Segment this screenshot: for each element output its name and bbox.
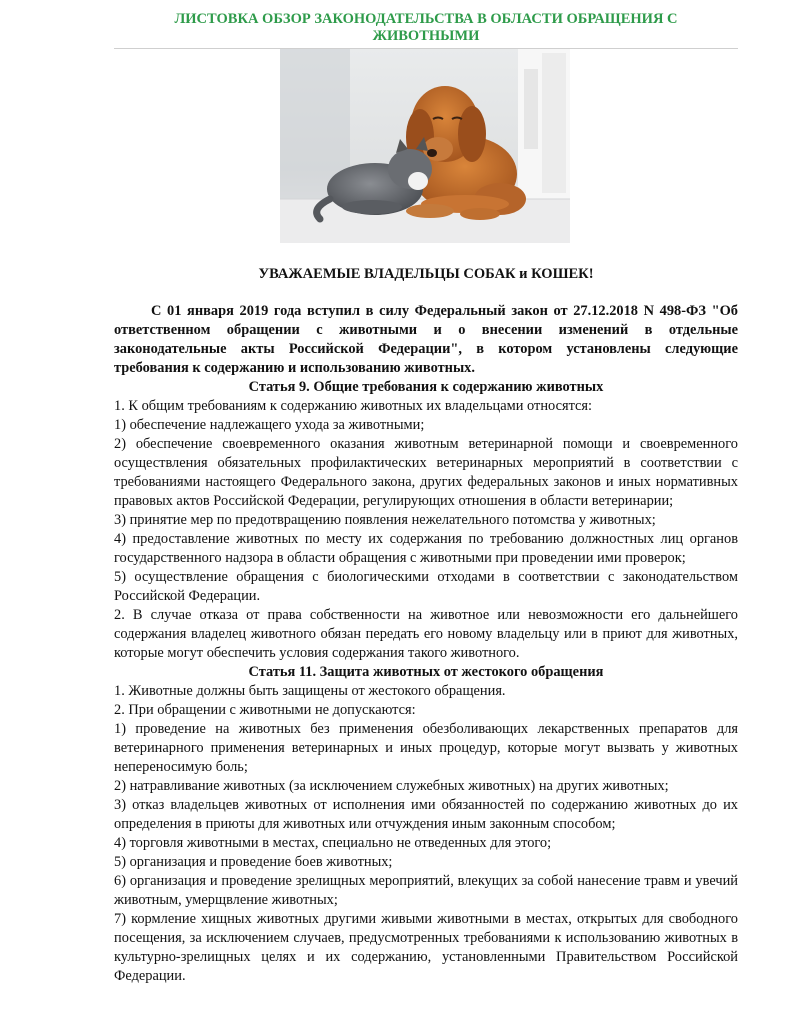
list-item: 1. К общим требованиям к содержанию животных их владельцами относятся: — [114, 398, 593, 414]
article-9-heading: Статья 9. Общие требования к содержанию животных — [248, 379, 604, 395]
list-item: 2) обеспечение своевременного оказания животным ветеринарной помощи и своевременного осуществления обязательных профилактических ветеринарных мероприятий в соответствии с требованиями настоящего Федерального закона, других федеральных законов и иных нормативных правовых актов Российской Федерации, регулирующих отношения в области ветеринарии; — [114, 436, 738, 509]
document-header — [114, 0, 738, 49]
article-11-heading: Статья 11. Защита животных от жестокого обращения — [248, 664, 604, 680]
document-title — [114, 0, 738, 47]
list-item: 3) принятие мер по предотвращению появления нежелательного потомства у животных; — [114, 512, 656, 528]
list-item: 3) отказ владельцев животных от исполнения ими обязанностей по содержанию животных до их определения в приюты для животных или отчуждения иным законным способом; — [114, 797, 738, 832]
list-item: 1) обеспечение надлежащего ухода за животными; — [114, 417, 425, 433]
list-item: 7) кормление хищных животных другими живыми животными в местах, открытых для свободного посещения, за исключением случаев, предусмотренных требованиями к использованию животных в культурно-зрелищных целях и их содержанию, установленными Правительством Российской Федерации. — [114, 911, 738, 984]
list-item: 1) проведение на животных без применения обезболивающих лекарственных препаратов для ветеринарного применения ветеринарных и иных процедур, которые могут вызвать у животных непереносимую боль; — [114, 721, 738, 775]
list-item: 2) натравливание животных (за исключением служебных животных) на других животных; — [114, 778, 669, 794]
title-line-2: ЖИВОТНЫМИ — [372, 28, 480, 44]
greeting-heading: УВАЖАЕМЫЕ ВЛАДЕЛЬЦЫ СОБАК и КОШЕК! — [258, 266, 594, 282]
list-item: 4) предоставление животных по месту их содержания по требованию должностных лиц органов государственного надзора в области обращения с животными при проведении ими проверок; — [114, 531, 738, 566]
document-body — [114, 302, 738, 986]
list-item: 4) торговля животными в местах, специально не отведенных для этого; — [114, 835, 552, 851]
intro-paragraph: С 01 января 2019 года вступил в силу Федеральный закон от 27.12.2018 N 498-ФЗ "Об ответственном обращении с животными и о внесении изменений в отдельные законодательные акты Российской Федерации", в котором установлены следующие требования к содержанию и использованию животных. — [114, 303, 738, 376]
list-item: 5) осуществление обращения с биологическими отходами в соответствии с законодательством Российской Федерации. — [114, 569, 738, 604]
photo-illustration — [280, 49, 570, 243]
list-item: 2. В случае отказа от права собственности на животное или невозможности его дальнейшего содержания владелец животного обязан передать его новому владельцу или в приют для животных, которые могут обеспечить условия содержания такого животного. — [114, 607, 738, 661]
list-item: 5) организация и проведение боев животных; — [114, 854, 393, 870]
list-item: 1. Животные должны быть защищены от жестокого обращения. — [114, 683, 506, 699]
title-line-1: ЛИСТОВКА ОБЗОР ЗАКОНОДАТЕЛЬСТВА В ОБЛАСТИ ОБРАЩЕНИЯ С — [174, 11, 678, 27]
list-item: 2. При обращении с животными не допускаются: — [114, 702, 416, 718]
cat-and-dog-photo — [280, 49, 570, 243]
list-item: 6) организация и проведение зрелищных мероприятий, влекущих за собой нанесение травм и увечий животным, умерщвление животных; — [114, 873, 738, 908]
